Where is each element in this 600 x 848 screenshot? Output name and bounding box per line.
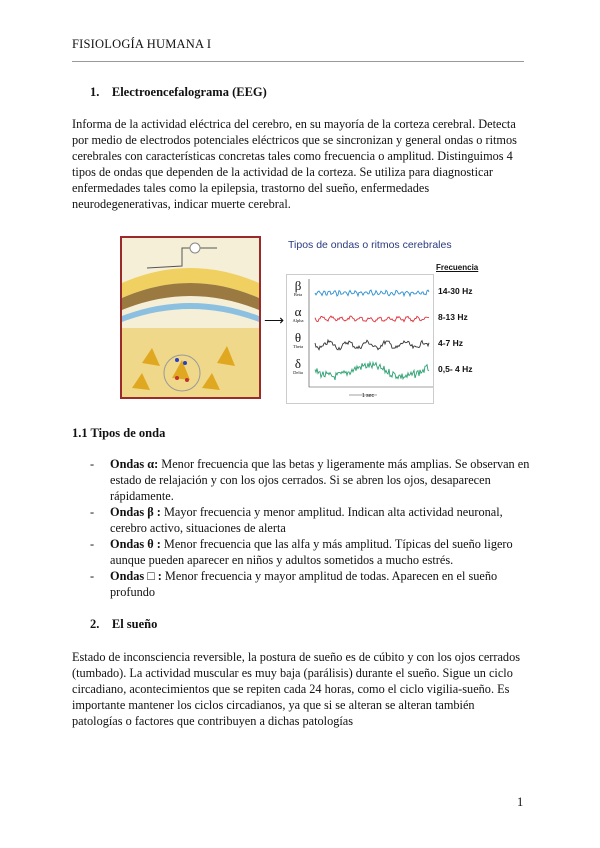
section-number: 2.	[90, 617, 100, 631]
wave-label	[289, 357, 307, 375]
wave-frequency: 8-13 Hz	[438, 312, 468, 322]
item-text: Menor frecuencia y mayor amplitud de todas. Aparecen en el sueño profundo	[110, 569, 498, 599]
item-text: Menor frecuencia que las alfa y más amplitud. Típicas del sueño ligero aunque pueden aparecer en niños y adultos sometidos a mucho estrés.	[110, 537, 513, 567]
waves-panel	[286, 274, 434, 404]
arrow-right-icon: ⟶	[264, 314, 285, 329]
section-title: Electroencefalograma (EEG)	[111, 85, 267, 99]
item-label: Ondas α:	[110, 457, 159, 471]
wave-theta	[315, 340, 429, 350]
item-label: Ondas β :	[110, 505, 161, 519]
brain-waves-figure	[286, 236, 501, 404]
wave-alpha	[315, 316, 429, 322]
list-item: - Ondas □ : Menor frecuencia y mayor amplitud de todas. Aparecen en el sueño profundo	[90, 569, 498, 599]
frequency-header: Frecuencia	[436, 263, 479, 272]
section-1-paragraph: Informa de la actividad eléctrica del cerebro, en su mayoría de la corteza cerebral. Detecta por medio de electrodos potenciales eléctricos que se sincronizan y general ondas o ritmos cerebrales con características concretas tales como frecuencia o amplitud. Distinguimos 4 tipos de ondas que dependen de la actividad de la corteza. Se utiliza para diagnosticar enfermedades tales como la epilepsia, trastorno del sueño, enfermedades neurodegenerativas, indicar muerte cerebral.	[72, 117, 517, 211]
wave-delta	[315, 362, 429, 380]
page-number: 1	[517, 795, 524, 809]
wave-frequency: 0,5- 4 Hz	[438, 364, 473, 374]
section-2-heading	[90, 617, 157, 632]
section-title: El sueño	[111, 617, 158, 631]
wave-frequency: 14-30 Hz	[438, 286, 473, 296]
section-2-paragraph: Estado de inconsciencia reversible, la postura de sueño es de cúbito y con los ojos cerrados (tumbado). La actividad muscular es muy baja (parálisis) durante el sueño. Sigue un ciclo circadiano, acontecimientos que se repiten cada 24 horas, como el ciclo vigilia-sueño. Es importante mantener los ciclos circadianos, ya que si se alteran se alteran también patologías o factores que contribuyen a dichas patologías	[72, 650, 521, 728]
wave-symbol: θ	[294, 330, 302, 345]
wave-label	[289, 305, 307, 323]
wave-symbol: δ	[294, 356, 302, 371]
wave-beta	[315, 290, 429, 296]
wave-name: Beta	[293, 292, 303, 297]
page-header: FISIOLOGÍA HUMANA I	[72, 37, 212, 51]
wave-types-list	[90, 456, 530, 600]
section-number: 1.	[90, 85, 100, 99]
cortex-eeg-illustration	[120, 236, 261, 399]
wave-label	[289, 279, 307, 297]
header-divider	[72, 61, 524, 62]
figure-title: Tipos de ondas o ritmos cerebrales	[288, 239, 452, 251]
wave-name: Theta	[292, 344, 304, 349]
wave-symbol: α	[294, 304, 302, 319]
scale-label: 1 sec	[362, 393, 374, 399]
list-item: - Ondas β : Mayor frecuencia y menor amplitud. Indican alta actividad neuronal, cerebro activo, situaciones de alerta	[90, 505, 503, 535]
list-item: - Ondas α: Menor frecuencia que las betas y ligeramente más amplias. Se observan en estado de relajación y con los ojos cerrados. Si se abren los ojos, desaparecen rápidamente.	[90, 457, 530, 503]
item-label: Ondas □ :	[110, 569, 162, 583]
list-item: - Ondas θ : Menor frecuencia que las alfa y más amplitud. Típicas del sueño ligero aunque pueden aparecer en niños y adultos sometidos a mucho estrés.	[90, 537, 513, 567]
section-1-1-heading: 1.1 Tipos de onda	[72, 426, 166, 440]
wave-label	[289, 331, 307, 349]
section-1-heading	[90, 85, 267, 100]
item-text: Mayor frecuencia y menor amplitud. Indican alta actividad neuronal, cerebro activo, situaciones de alerta	[110, 505, 503, 535]
waves-axis	[309, 279, 433, 395]
wave-name: Delta	[293, 370, 303, 375]
wave-symbol: β	[294, 278, 302, 293]
wave-frequency: 4-7 Hz	[438, 338, 464, 348]
wave-name: Alpha	[292, 318, 304, 323]
item-label: Ondas θ :	[110, 537, 161, 551]
item-text: Menor frecuencia que las betas y ligeramente más amplias. Se observan en estado de relajación y con los ojos cerrados. Si se abren los ojos, desaparecen rápidamente.	[110, 457, 530, 503]
